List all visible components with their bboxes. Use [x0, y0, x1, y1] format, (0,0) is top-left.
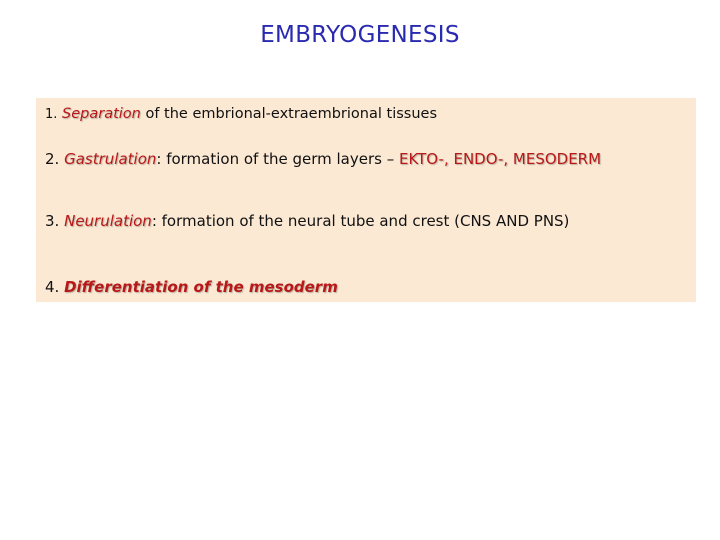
item-text: of the embrional-extraembrional tissues	[140, 106, 437, 122]
slide-title: EMBRYOGENESIS	[260, 22, 460, 48]
list-item-separation	[45, 106, 437, 122]
content-box	[36, 98, 696, 302]
term-differentiation: Differentiation of the mesoderm	[64, 278, 338, 296]
term-gastrulation: Gastrulation	[64, 150, 157, 168]
item-number: 2.	[45, 150, 60, 168]
term-separation: Separation	[62, 106, 141, 122]
list-item-neurulation	[45, 212, 569, 230]
list-item-differentiation	[45, 278, 338, 296]
item-text: : formation of the germ layers –	[156, 150, 399, 168]
item-number: 4.	[45, 278, 60, 296]
item-number: 1.	[45, 107, 58, 122]
germ-layers-highlight: EKTO-, ENDO-, MESODERM	[399, 150, 602, 168]
item-number: 3.	[45, 212, 60, 230]
list-item-gastrulation	[45, 150, 601, 168]
term-neurulation: Neurulation	[64, 212, 152, 230]
item-text: : formation of the neural tube and crest (CNS AND PNS)	[151, 212, 570, 230]
